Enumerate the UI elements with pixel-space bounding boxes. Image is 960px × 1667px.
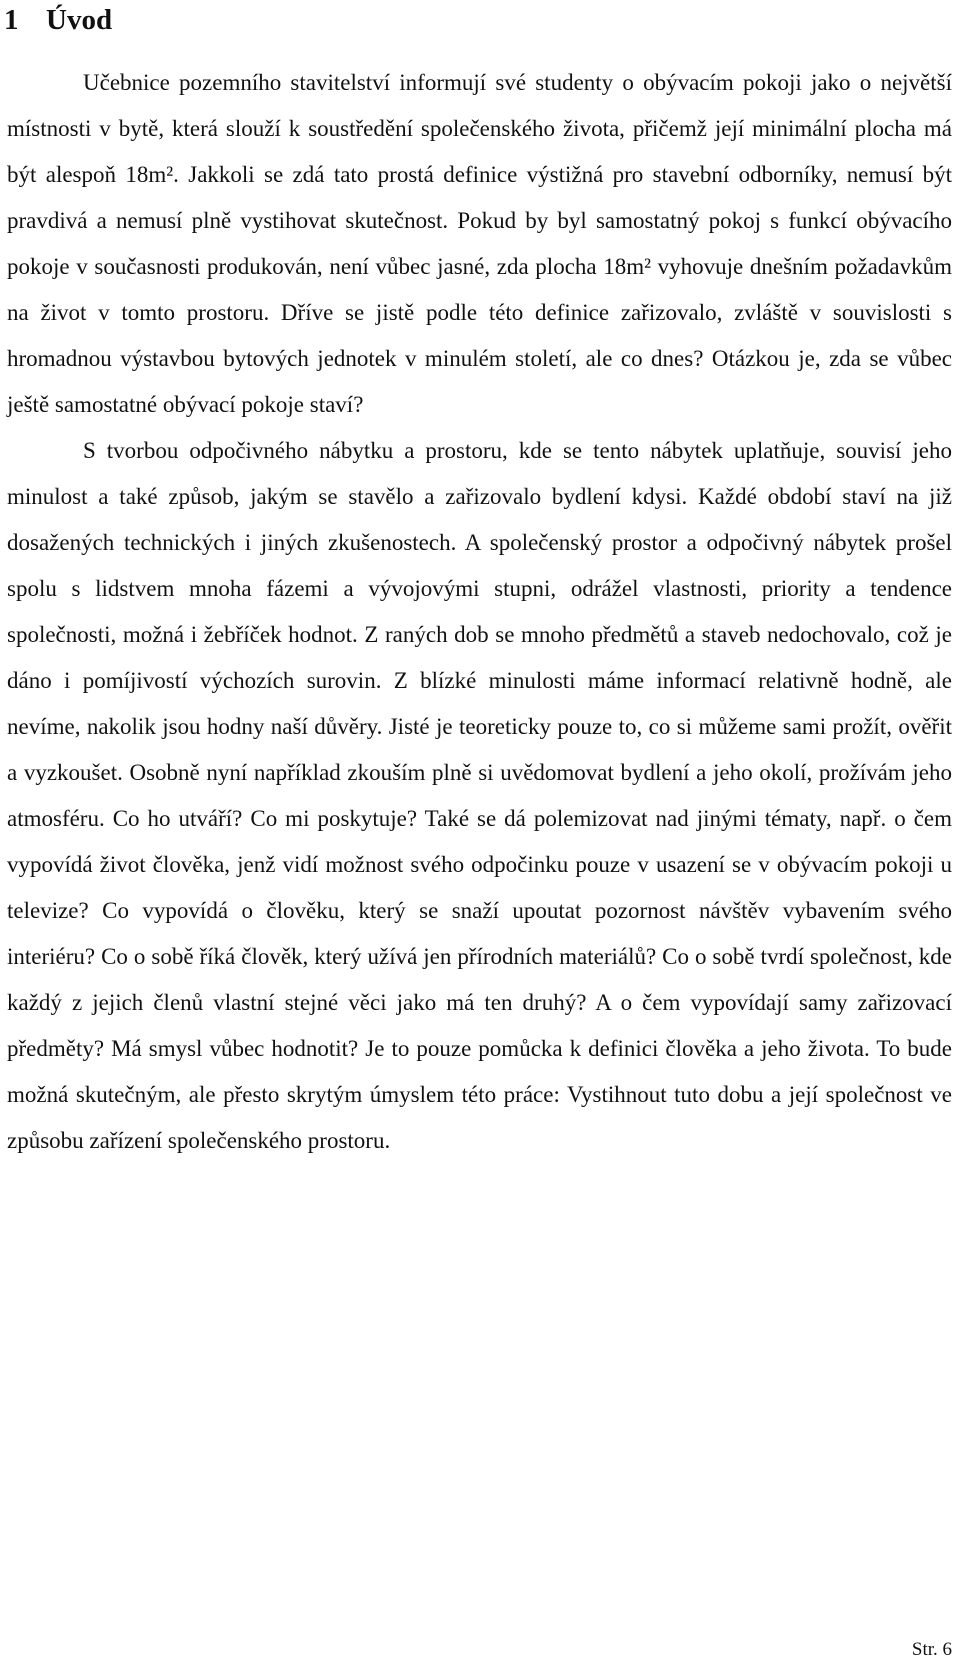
chapter-title: Úvod (46, 4, 113, 36)
chapter-heading (4, 2, 112, 38)
paragraph-2: S tvorbou odpočivného nábytku a prostoru, kde se tento nábytek uplatňuje, souvisí jeho minulost a také způsob, jakým se stavělo a zařizovalo bydlení kdysi. Každé období staví na již dosažených technických i jiných zkušenostech. A společenský prostor a odpočivný nábytek prošel spolu s lidstvem mnoha fázemi a vývojovými stupni, odrážel vlastnosti, priority a tendence společnosti, možná i žebříček hodnot. Z raných dob se mnoho předmětů a staveb nedochovalo, což je dáno i pomíjivostí výchozích surovin. Z blízké minulosti máme informací relativně hodně, ale nevíme, nakolik jsou hodny naší důvěry. Jisté je teoreticky pouze to, co si můžeme sami prožít, ověřit a vyzkoušet. Osobně nyní například zkouším plně si uvědomovat bydlení a jeho okolí, prožívám jeho atmosféru. Co ho utváří? Co mi poskytuje? Také se dá polemizovat nad jinými tématy, např. o čem vypovídá život člověka, jenž vidí možnost svého odpočinku pouze v usazení se v obývacím pokoji u televize? Co vypovídá o člověku, který se snaží upoutat pozornost návštěv vybavením svého interiéru? Co o sobě říká člověk, který užívá jen přírodních materiálů? Co o sobě tvrdí společnost, kde každý z jejich členů vlastní stejné věci jako má ten druhý? A o čem vypovídají samy zařizovací předměty? Má smysl vůbec hodnotit? Je to pouze pomůcka k definici člověka a jeho života. To bude možná skutečným, ale přesto skrytým úmyslem této práce: Vystihnout tuto dobu a její společnost ve způsobu zařízení společenského prostoru. (7, 438, 952, 1153)
page-number: Str. 6 (911, 1639, 952, 1660)
chapter-number: 1 (4, 4, 19, 36)
paragraph-1: Učebnice pozemního stavitelství informují své studenty o obývacím pokoji jako o největší místnosti v bytě, která slouží k soustředění společenského života, přičemž její minimální plocha má být alespoň 18m². Jakkoli se zdá tato prostá definice výstižná pro stavební odborníky, nemusí být pravdivá a nemusí plně vystihovat skutečnost. Pokud by byl samostatný pokoj s funkcí obývacího pokoje v současnosti produkován, není vůbec jasné, zda plocha 18m² vyhovuje dnešním požadavkům na život v tomto prostoru. Dříve se jistě podle této definice zařizovalo, zvláště v souvislosti s hromadnou výstavbou bytových jednotek v minulém století, ale co dnes? Otázkou je, zda se vůbec ještě samostatné obývací pokoje staví? (7, 70, 952, 417)
body-text (7, 60, 952, 1164)
